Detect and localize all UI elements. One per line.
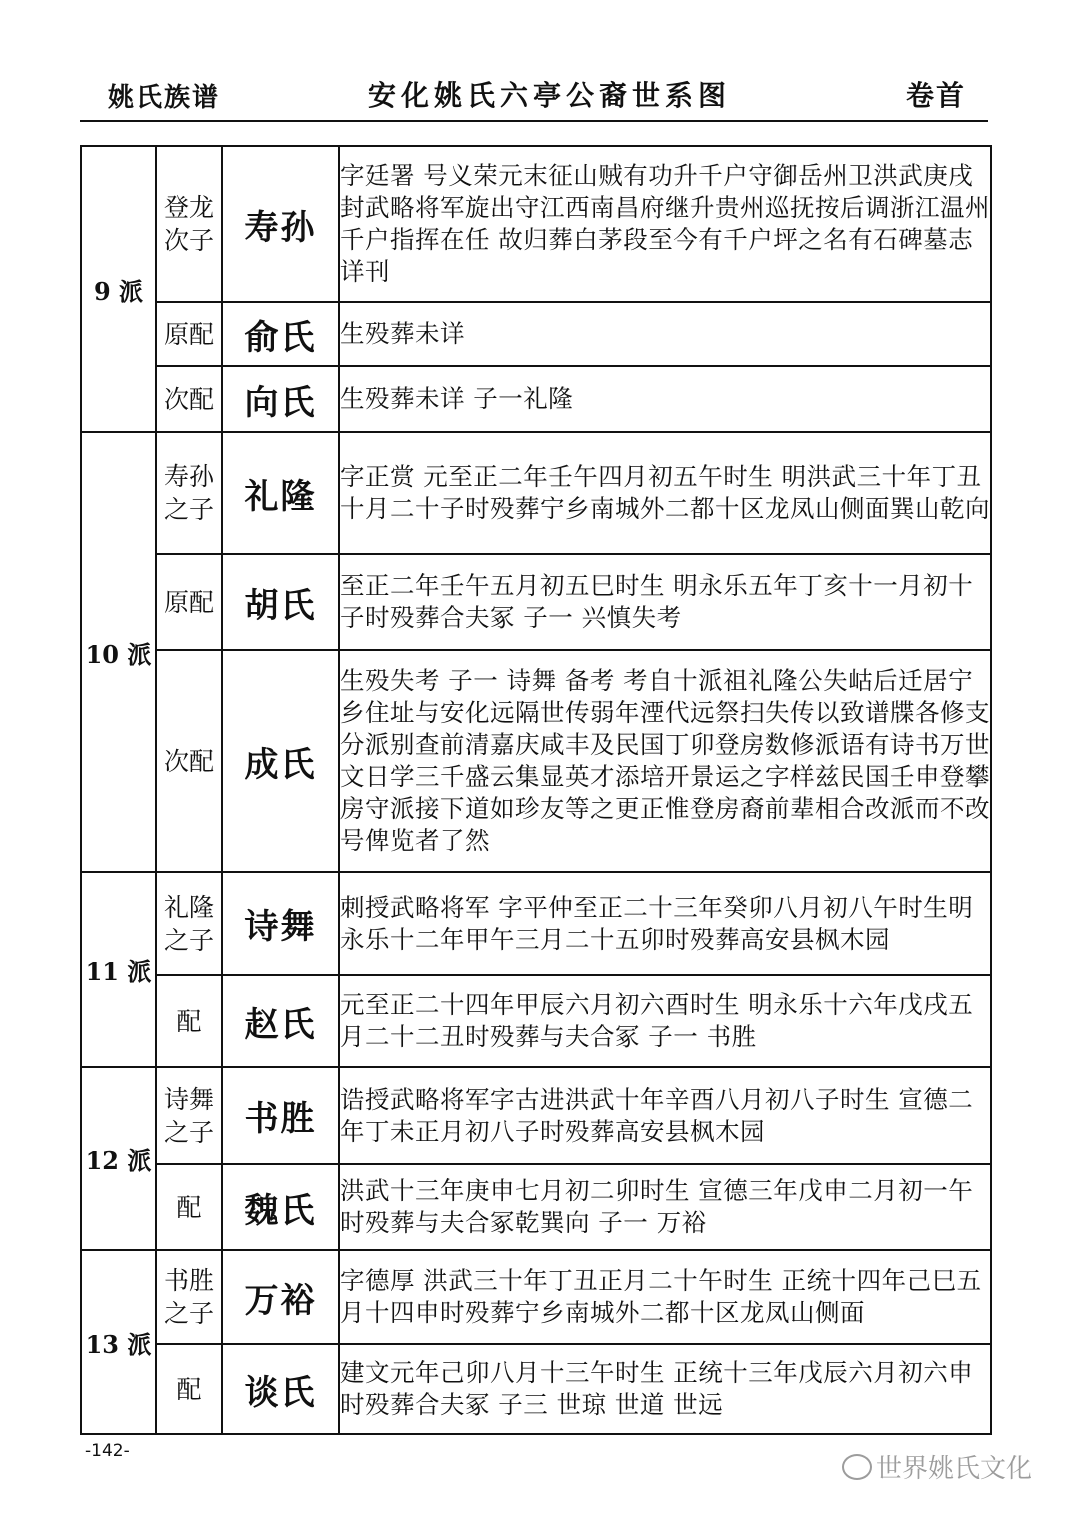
person-name: 成氏 (222, 650, 339, 872)
wechat-icon (842, 1454, 872, 1480)
generation-label: 9 派 (81, 146, 156, 432)
table-row (81, 366, 991, 432)
relation-label: 配 (156, 1164, 222, 1250)
biography-text: 生殁葬未详 (339, 302, 991, 366)
biography-text: 字廷署 号义荣元末征山贼有功升千户守御岳州卫洪武庚戌封武略将军旋出守江西南昌府继升贵州巡抚按后调浙江温州千户指挥在任 故归葬白茅段至今有千户坪之名有石碑墓志详刊 (339, 146, 991, 302)
relation-label: 次配 (156, 650, 222, 872)
biography-text: 诰授武略将军字古进洪武十年辛酉八月初八子时生 宣德二年丁未正月初八子时殁葬高安县枫木园 (339, 1067, 991, 1164)
watermark (842, 1448, 1032, 1485)
person-name: 赵氏 (222, 975, 339, 1067)
person-name: 万裕 (222, 1250, 339, 1344)
page-header (80, 70, 988, 122)
generation-label: 10 派 (81, 432, 156, 872)
person-name: 魏氏 (222, 1164, 339, 1250)
biography-text: 生殁葬未详 子一礼隆 (339, 366, 991, 432)
biography-text: 至正二年壬午五月初五巳时生 明永乐五年丁亥十一月初十子时殁葬合夫冢 子一 兴慎失考 (339, 554, 991, 650)
table-row (81, 650, 991, 872)
biography-text: 字德厚 洪武三十年丁丑正月二十午时生 正统十四年己巳五月十四申时殁葬宁乡南城外二都十区龙凤山侧面 (339, 1250, 991, 1344)
person-name: 礼隆 (222, 432, 339, 554)
volume-label: 卷首 (905, 79, 966, 112)
relation-label: 原配 (156, 302, 222, 366)
person-name: 俞氏 (222, 302, 339, 366)
table-row (81, 1344, 991, 1434)
generation-label: 12 派 (81, 1067, 156, 1250)
biography-text: 洪武十三年庚申七月初二卯时生 宣德三年戊申二月初一午时殁葬与夫合冢乾巽向 子一 万裕 (339, 1164, 991, 1250)
person-name: 寿孙 (222, 146, 339, 302)
relation-label: 诗舞 之子 (156, 1067, 222, 1164)
biography-text: 生殁失考 子一 诗舞 备考 考自十派祖礼隆公失岵后迁居宁乡住址与安化远隔世传弱年湮代远祭扫失传以致谱牒各修支分派别查前清嘉庆咸丰及民国丁卯登房数修派语有诗书万世文日学三千盛云集显英才添培开景运之字样兹民国壬申登攀房守派接下道如珍友等之更正惟登房裔前辈相合改派而不改号俾览者了然 (339, 650, 991, 872)
table-row (81, 302, 991, 366)
relation-label: 礼隆 之子 (156, 872, 222, 975)
table-row (81, 1164, 991, 1250)
table-row (81, 1250, 991, 1344)
book-title: 姚氏族谱 (108, 83, 221, 113)
table-row (81, 975, 991, 1067)
person-name: 胡氏 (222, 554, 339, 650)
relation-label: 原配 (156, 554, 222, 650)
relation-label: 配 (156, 975, 222, 1067)
biography-text: 字正赏 元至正二年壬午四月初五午时生 明洪武三十年丁丑十月二十子时殁葬宁乡南城外二都十区龙凤山侧面巽山乾向 (339, 432, 991, 554)
chart-title: 安化姚氏六亭公裔世系图 (368, 79, 732, 112)
biography-text: 元至正二十四年甲辰六月初六酉时生 明永乐十六年戊戌五月二十二丑时殁葬与夫合冢 子一 书胜 (339, 975, 991, 1067)
person-name: 向氏 (222, 366, 339, 432)
relation-label: 次配 (156, 366, 222, 432)
table-row (81, 872, 991, 975)
person-name: 诗舞 (222, 872, 339, 975)
table-row (81, 554, 991, 650)
generation-label: 13 派 (81, 1250, 156, 1434)
table-row (81, 1067, 991, 1164)
genealogy-table (80, 145, 992, 1435)
biography-text: 刺授武略将军 字平仲至正二十三年癸卯八月初八午时生明永乐十二年甲午三月二十五卯时殁葬高安县枫木园 (339, 872, 991, 975)
person-name: 书胜 (222, 1067, 339, 1164)
table-row (81, 146, 991, 302)
relation-label: 配 (156, 1344, 222, 1434)
page-number: -142- (85, 1441, 130, 1461)
biography-text: 建文元年己卯八月十三午时生 正统十三年戊辰六月初六申时殁葬合夫冢 子三 世琼 世道 世远 (339, 1344, 991, 1434)
relation-label: 书胜 之子 (156, 1250, 222, 1344)
relation-label: 寿孙 之子 (156, 432, 222, 554)
relation-label: 登龙 次子 (156, 146, 222, 302)
person-name: 谈氏 (222, 1344, 339, 1434)
table-row (81, 432, 991, 554)
header-rule (80, 120, 988, 122)
generation-label: 11 派 (81, 872, 156, 1067)
watermark-text: 世界姚氏文化 (876, 1454, 1033, 1484)
